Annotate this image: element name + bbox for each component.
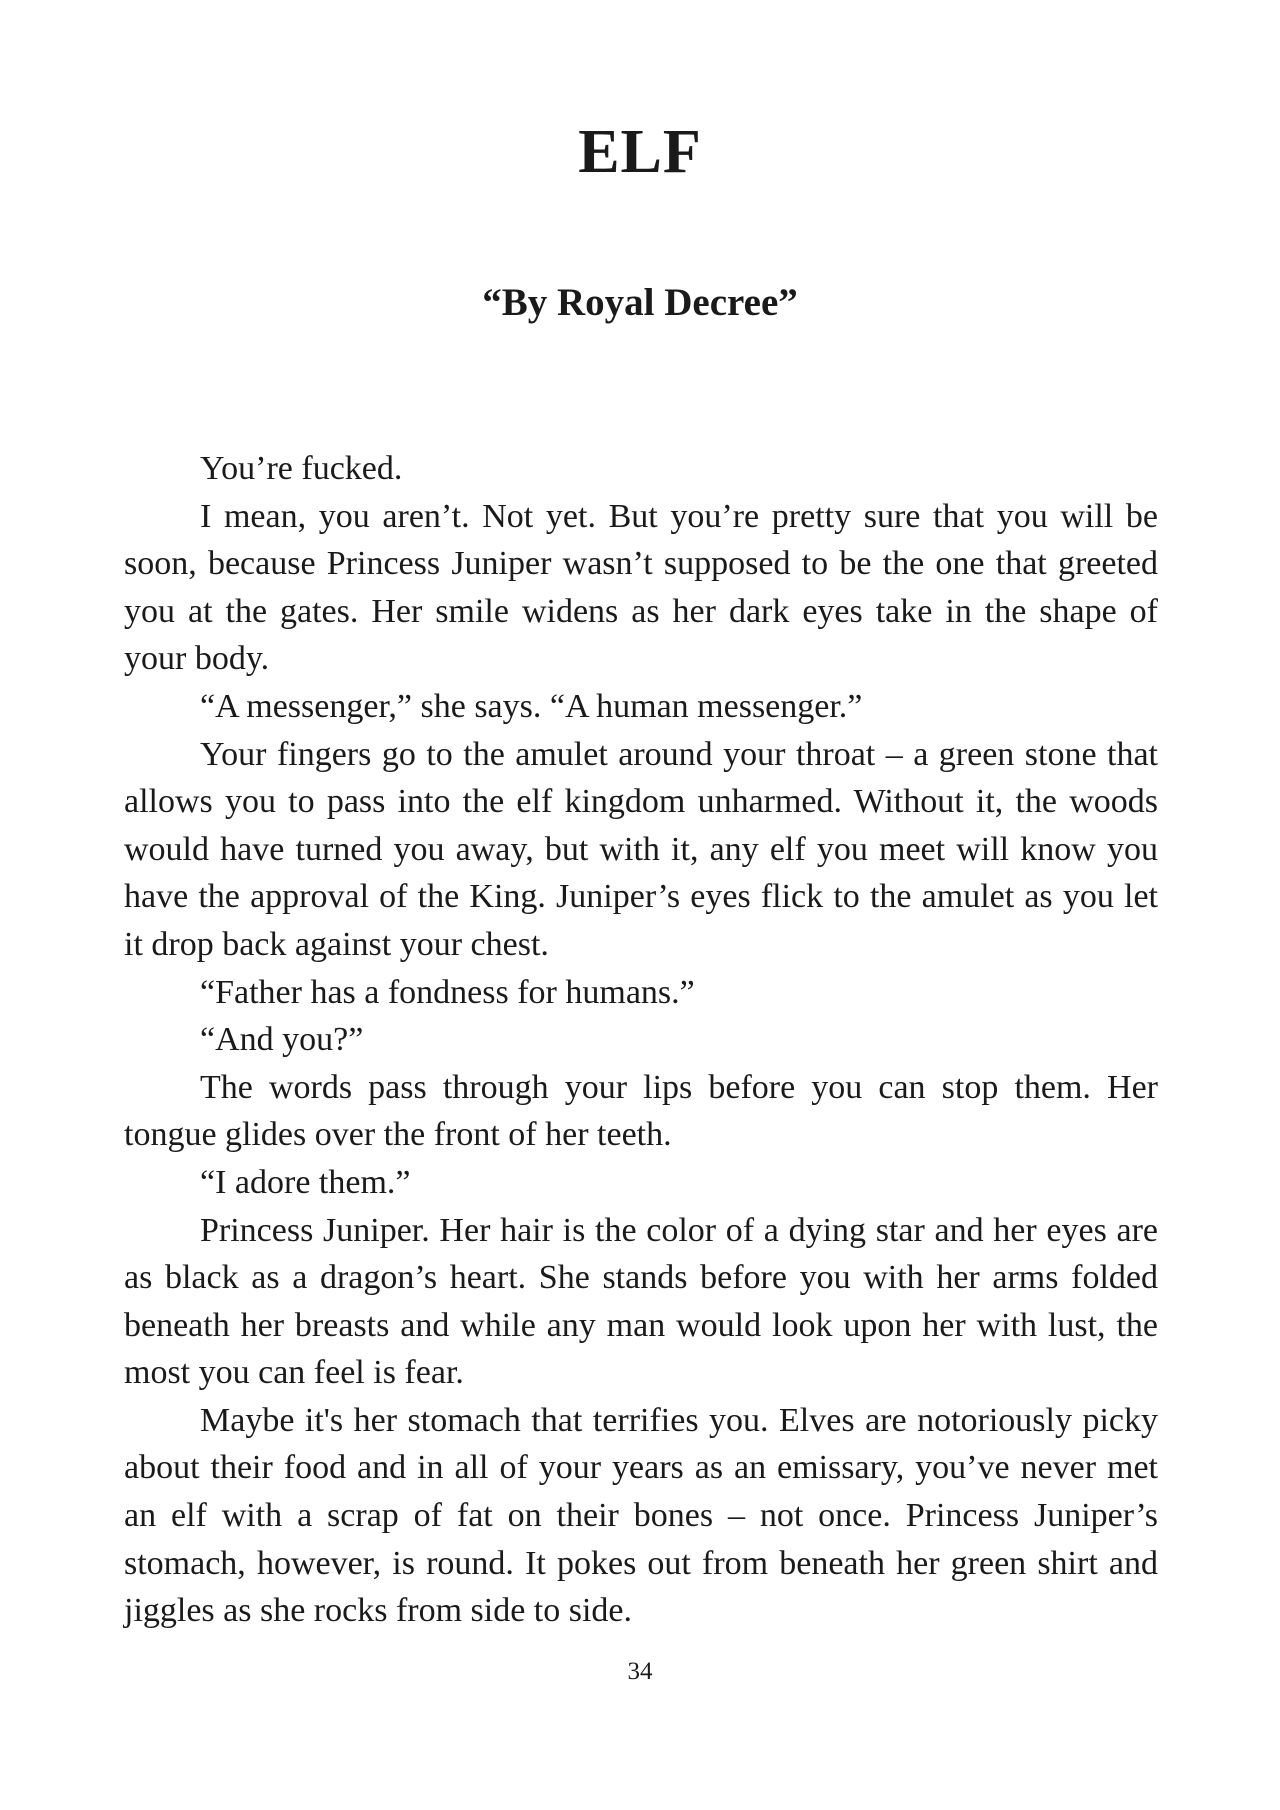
paragraph: You’re fucked. xyxy=(200,450,403,487)
paragraph: “And you?” xyxy=(200,1021,364,1059)
body-text xyxy=(124,445,1158,1635)
paragraph: Maybe it's her stomach that terrifies you. Elves are notoriously picky about their food and in all of your years as an emissary, you’ve never met an elf with a scrap of fat on their bones – not once. Princess Juniper’s stomach, however, is round. It pokes out from beneath her green shirt and jiggles as she rocks from side to side. xyxy=(124,1401,1158,1630)
page-number: 34 xyxy=(627,1658,653,1685)
paragraph: Your fingers go to the amulet around your throat – a green stone that allows you to pass into the elf kingdom unharmed. Without it, the woods would have turned you away, but with it, any elf you meet will know you have the approval of the King. Juniper’s eyes flick to the amulet as you let it drop back against your chest. xyxy=(124,735,1158,963)
chapter-title: ELF xyxy=(578,118,702,186)
paragraph: “Father has a fondness for humans.” xyxy=(200,973,695,1011)
paragraph: I mean, you aren’t. Not yet. But you’re pretty sure that you will be soon, because Princess Juniper wasn’t supposed to be the one that greeted you at the gates. Her smile widens as her dark eyes take in the shape of your body. xyxy=(124,497,1158,678)
paragraph: The words pass through your lips before you can stop them. Her tongue glides over the front of her teeth. xyxy=(124,1068,1158,1154)
chapter-subtitle: “By Royal Decree” xyxy=(482,281,798,324)
paragraph: “I adore them.” xyxy=(200,1163,411,1201)
paragraph: “A messenger,” she says. “A human messenger.” xyxy=(200,687,863,725)
paragraph: Princess Juniper. Her hair is the color of a dying star and her eyes are as black as a dragon’s heart. She stands before you with her arms folded beneath her breasts and while any man would look upon her with lust, the most you can feel is fear. xyxy=(124,1211,1158,1392)
